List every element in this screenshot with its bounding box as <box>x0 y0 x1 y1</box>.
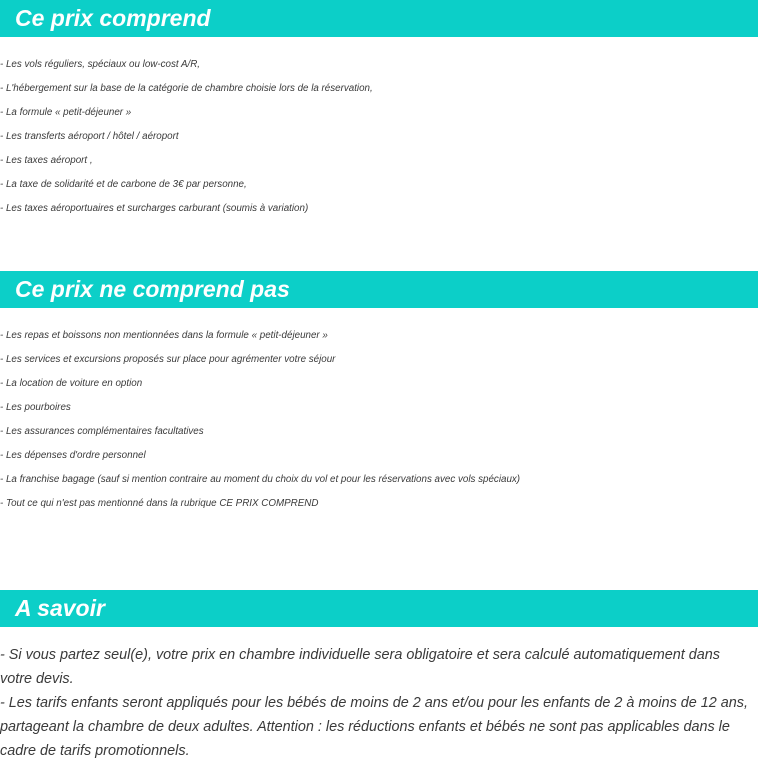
list-item: - Les taxes aéroport , <box>0 155 93 166</box>
list-item: - La taxe de solidarité et de carbone de 3€ par personne, <box>0 179 247 190</box>
info-paragraph: - Les tarifs enfants seront appliqués pour les bébés de moins de 2 ans et/ou pour les enfants de 2 à moins de 12 ans, partageant la chambre de deux adultes. Attention : les réductions enfants et bébés ne sont pas applicables dans le cadre de tarifs promotionnels. <box>0 695 748 759</box>
list-item: - La formule « petit-déjeuner » <box>0 107 132 118</box>
section-title: Ce prix ne comprend pas <box>15 276 290 302</box>
list-item: - La franchise bagage (sauf si mention contraire au moment du choix du vol et pour les réservations avec vols spéciaux) <box>0 474 521 485</box>
section-title: A savoir <box>15 595 105 621</box>
info-paragraph: - Si vous partez seul(e), votre prix en chambre individuelle sera obligatoire et sera calculé automatiquement dans votre devis. <box>0 647 720 687</box>
list-item: - L'hébergement sur la base de la catégorie de chambre choisie lors de la réservation, <box>0 83 373 94</box>
section-header-good-to-know <box>0 590 758 627</box>
list-item: - La location de voiture en option <box>0 378 143 389</box>
section-title: Ce prix comprend <box>15 5 211 31</box>
list-item: - Les pourboires <box>0 402 71 413</box>
includes-list <box>0 53 758 221</box>
list-item: - Les services et excursions proposés sur place pour agrémenter votre séjour <box>0 354 336 365</box>
good-to-know-text <box>0 643 758 763</box>
list-item: - Les transferts aéroport / hôtel / aéroport <box>0 131 179 142</box>
list-item: - Les assurances complémentaires facultatives <box>0 426 204 437</box>
section-header-excludes <box>0 271 758 308</box>
list-item: - Les repas et boissons non mentionnées dans la formule « petit-déjeuner » <box>0 330 328 341</box>
excludes-list <box>0 324 758 516</box>
list-item: - Les taxes aéroportuaires et surcharges carburant (soumis à variation) <box>0 203 309 214</box>
list-item: - Tout ce qui n'est pas mentionné dans la rubrique CE PRIX COMPREND <box>0 498 319 509</box>
section-header-includes <box>0 0 758 37</box>
list-item: - Les dépenses d'ordre personnel <box>0 450 146 461</box>
list-item: - Les vols réguliers, spéciaux ou low-cost A/R, <box>0 59 201 70</box>
